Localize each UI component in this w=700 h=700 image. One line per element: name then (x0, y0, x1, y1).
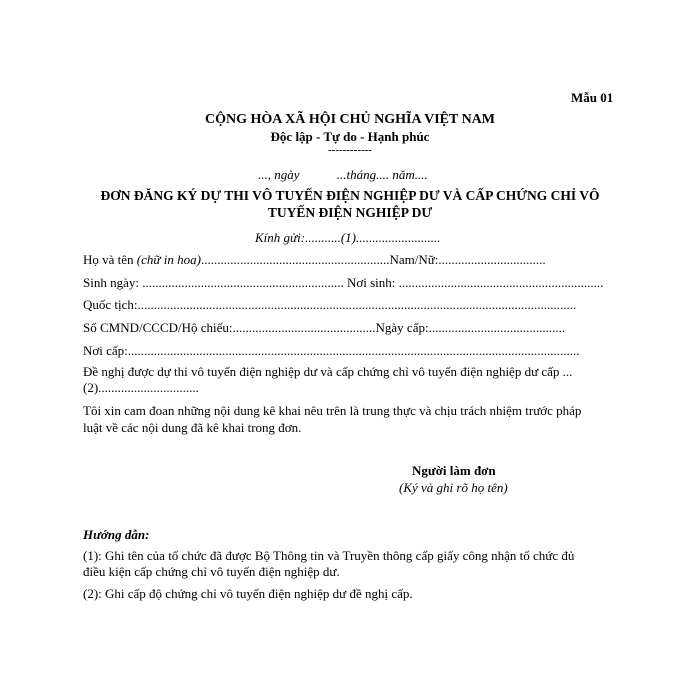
name-hint: (chữ in hoa) (136, 252, 201, 267)
name-and-gender-dots: ..........................................................Nam/Nữ:................................. (200, 252, 546, 267)
issued-place-field: Nơi cấp:........................................................................................................................................... (83, 343, 580, 358)
form-title-line2: TUYẾN ĐIỆN NGHIỆP DƯ (267, 205, 433, 220)
name-field (83, 252, 546, 268)
date-line (258, 167, 428, 183)
guide-note1-line2: điều kiện cấp chứng chỉ vô tuyến điện nghiệp dư. (83, 564, 340, 579)
date-month-year: ...tháng.... năm.... (336, 167, 428, 182)
form-code: Mẫu 01 (571, 90, 614, 105)
guide-note2: (2): Ghi cấp độ chứng chỉ vô tuyến điện nghiệp dư đề nghị cấp. (83, 586, 413, 601)
dob-birthplace-field: Sinh ngày: .............................................................. Nơi sinh: ............................................................... (83, 275, 604, 290)
name-label: Họ và tên (83, 252, 134, 267)
nationality-field: Quốc tịch:....................................................................................................................................... (83, 297, 577, 312)
commitment-line1: Tôi xin cam đoan những nội dung kê khai nêu trên là trung thực và chịu trách nhiệm trước pháp (83, 403, 582, 418)
recipient-line: Kính gửi:...........(1).......................... (255, 230, 441, 245)
signature-note: (Ký và ghi rõ họ tên) (399, 480, 508, 495)
header-separator: ------------ (328, 144, 372, 156)
request-line2: (2)............................... (83, 380, 199, 395)
signature-title: Người làm đơn (412, 463, 496, 478)
national-motto: Độc lập - Tự do - Hạnh phúc (270, 129, 430, 144)
id-card-field: Số CMND/CCCD/Hộ chiếu:............................................Ngày cấp:.......................................... (83, 320, 566, 335)
guide-note1-line1: (1): Ghi tên của tổ chức đã được Bộ Thông tin và Truyền thông cấp giấy công nhận tổ chức đủ (83, 548, 575, 563)
date-day: ..., ngày (258, 167, 300, 182)
form-title-line1: ĐƠN ĐĂNG KÝ DỰ THI VÔ TUYẾN ĐIỆN NGHIỆP DƯ VÀ CẤP CHỨNG CHỈ VÔ (100, 188, 600, 203)
request-line1: Đề nghị được dự thi vô tuyến điện nghiệp dư và cấp chứng chỉ vô tuyến điện nghiệp dư cấp ... (83, 364, 573, 379)
commitment-line2: luật về các nội dung đã kê khai trong đơn. (83, 420, 302, 435)
guide-heading: Hướng dẫn: (83, 527, 150, 542)
country-name: CỘNG HÒA XÃ HỘI CHỦ NGHĨA VIỆT NAM (204, 112, 495, 127)
